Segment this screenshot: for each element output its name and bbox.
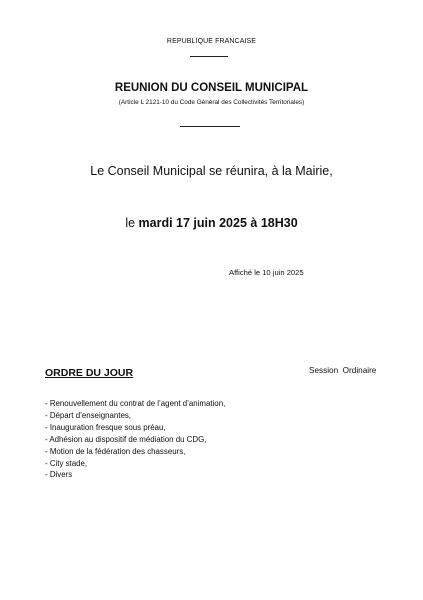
legal-reference: (Article L 2121-10 du Code Général des Collectivités Territoriales) [118,99,305,106]
republic-header: REPUBLIQUE FRANCAISE [166,38,257,45]
posted-date: Affiché le 10 juin 2025 [229,268,304,277]
header-divider [190,56,228,57]
date-prefix: le [125,216,139,230]
convocation-text: Le Conseil Municipal se réunira, à la Mairie, [90,164,333,178]
session-type: Session Ordinaire [309,366,377,375]
agenda-item: - Divers [45,470,73,480]
agenda-item: - City stade, [45,458,88,468]
agenda-item: - Adhésion au dispositif de médiation du CDG, [45,434,207,444]
agenda-item: - Motion de la fédération des chasseurs, [45,446,186,456]
meeting-date-line [0,216,423,230]
meeting-date: mardi 17 juin 2025 à 18H30 [138,216,298,230]
agenda-item: - Départ d’enseignantes, [45,410,131,420]
document-title: REUNION DU CONSEIL MUNICIPAL [114,82,309,94]
agenda-list [45,398,225,481]
agenda-heading: ORDRE DU JOUR [45,367,134,379]
agenda-item: - Renouvellement du contrat de l’agent d’animation, [45,399,226,408]
agenda-item: - Inauguration fresque sous préau, [45,422,166,432]
title-divider [180,126,240,127]
